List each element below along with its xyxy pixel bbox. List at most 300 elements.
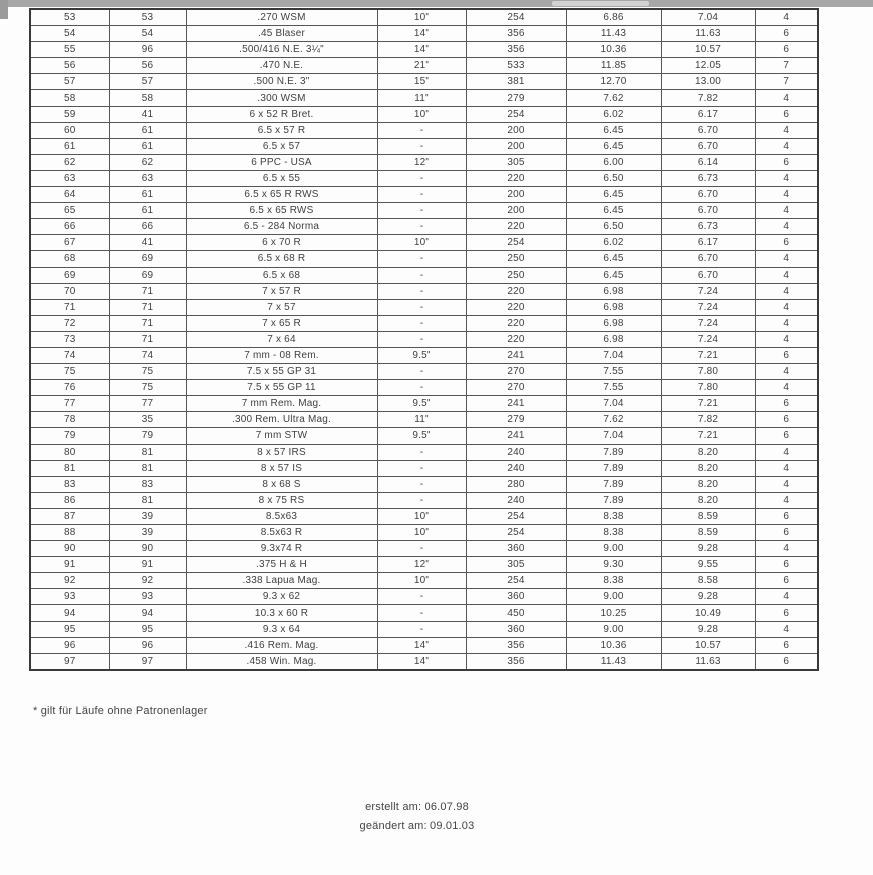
col-caliber: .470 N.E. [186, 58, 377, 74]
col-twist: - [377, 605, 466, 621]
col-ref-number: 74 [109, 347, 186, 363]
table-row [30, 380, 818, 396]
col-groove-count: 4 [755, 170, 818, 186]
col-field-diameter: 6.45 [566, 187, 661, 203]
col-value-mm: 254 [466, 508, 566, 524]
col-caliber: 7 mm STW [186, 428, 377, 444]
table-row [30, 138, 818, 154]
col-value-mm: 200 [466, 122, 566, 138]
col-field-diameter: 6.02 [566, 106, 661, 122]
col-caliber: 6.5 x 55 [186, 170, 377, 186]
col-groove-count: 4 [755, 460, 818, 476]
col-value-mm: 360 [466, 541, 566, 557]
viewer-top-strip [0, 0, 873, 7]
col-ref-number: 57 [109, 74, 186, 90]
col-caliber: .375 H & H [186, 557, 377, 573]
table-row [30, 299, 818, 315]
col-twist: 15" [377, 74, 466, 90]
col-value-mm: 305 [466, 154, 566, 170]
col-field-diameter: 6.02 [566, 235, 661, 251]
col-ref-number: 41 [109, 106, 186, 122]
col-groove-count: 6 [755, 428, 818, 444]
col-groove-count: 4 [755, 203, 818, 219]
col-groove-diameter: 6.70 [661, 203, 755, 219]
col-groove-diameter: 9.28 [661, 589, 755, 605]
col-groove-diameter: 6.17 [661, 106, 755, 122]
col-index: 97 [30, 653, 109, 670]
col-caliber: .338 Lapua Mag. [186, 573, 377, 589]
col-groove-count: 4 [755, 364, 818, 380]
col-twist: - [377, 122, 466, 138]
col-field-diameter: 10.36 [566, 42, 661, 58]
col-caliber: 8 x 57 IRS [186, 444, 377, 460]
col-caliber: 6.5 x 65 RWS [186, 203, 377, 219]
table-row [30, 267, 818, 283]
col-caliber: 6.5 x 65 R RWS [186, 187, 377, 203]
col-field-diameter: 11.43 [566, 26, 661, 42]
caliber-table-body [30, 9, 818, 670]
col-value-mm: 254 [466, 235, 566, 251]
table-row [30, 74, 818, 90]
col-groove-count: 6 [755, 557, 818, 573]
col-field-diameter: 7.04 [566, 428, 661, 444]
col-twist: - [377, 283, 466, 299]
col-index: 81 [30, 460, 109, 476]
col-groove-count: 6 [755, 396, 818, 412]
col-field-diameter: 8.38 [566, 508, 661, 524]
col-field-diameter: 9.30 [566, 557, 661, 573]
col-index: 62 [30, 154, 109, 170]
col-value-mm: 381 [466, 74, 566, 90]
table-row [30, 26, 818, 42]
col-twist: - [377, 170, 466, 186]
modified-date: geändert am: 09.01.03 [359, 820, 475, 832]
col-caliber: 7 x 64 [186, 331, 377, 347]
col-ref-number: 69 [109, 267, 186, 283]
col-index: 65 [30, 203, 109, 219]
col-caliber: 8.5x63 [186, 508, 377, 524]
col-field-diameter: 6.45 [566, 267, 661, 283]
col-ref-number: 79 [109, 428, 186, 444]
col-groove-count: 4 [755, 187, 818, 203]
col-ref-number: 81 [109, 460, 186, 476]
col-index: 63 [30, 170, 109, 186]
table-row [30, 187, 818, 203]
col-value-mm: 220 [466, 299, 566, 315]
table-row [30, 557, 818, 573]
col-ref-number: 39 [109, 525, 186, 541]
col-groove-count: 4 [755, 9, 818, 26]
table-row [30, 605, 818, 621]
col-index: 75 [30, 364, 109, 380]
table-row [30, 347, 818, 363]
col-ref-number: 71 [109, 283, 186, 299]
col-caliber: 6.5 - 284 Norma [186, 219, 377, 235]
table-row [30, 315, 818, 331]
table-row [30, 235, 818, 251]
col-groove-count: 4 [755, 267, 818, 283]
table-row [30, 589, 818, 605]
col-field-diameter: 6.98 [566, 283, 661, 299]
col-groove-diameter: 11.63 [661, 26, 755, 42]
col-groove-count: 4 [755, 315, 818, 331]
col-index: 72 [30, 315, 109, 331]
col-groove-count: 6 [755, 653, 818, 670]
col-value-mm: 280 [466, 476, 566, 492]
col-twist: 14" [377, 26, 466, 42]
col-groove-count: 4 [755, 492, 818, 508]
col-caliber: 7 mm - 08 Rem. [186, 347, 377, 363]
col-caliber: 8 x 68 S [186, 476, 377, 492]
col-ref-number: 96 [109, 42, 186, 58]
table-row [30, 412, 818, 428]
col-index: 94 [30, 605, 109, 621]
table-row [30, 476, 818, 492]
col-field-diameter: 7.62 [566, 90, 661, 106]
col-groove-diameter: 7.21 [661, 347, 755, 363]
col-groove-count: 4 [755, 251, 818, 267]
col-index: 58 [30, 90, 109, 106]
col-ref-number: 93 [109, 589, 186, 605]
col-index: 69 [30, 267, 109, 283]
meta-block [287, 798, 547, 836]
col-groove-count: 4 [755, 621, 818, 637]
col-groove-diameter: 8.20 [661, 476, 755, 492]
col-twist: - [377, 364, 466, 380]
col-index: 67 [30, 235, 109, 251]
col-index: 93 [30, 589, 109, 605]
col-twist: 11" [377, 412, 466, 428]
col-groove-diameter: 7.04 [661, 9, 755, 26]
col-index: 66 [30, 219, 109, 235]
table-row [30, 331, 818, 347]
col-field-diameter: 10.36 [566, 637, 661, 653]
col-groove-count: 6 [755, 235, 818, 251]
col-groove-count: 4 [755, 541, 818, 557]
col-field-diameter: 9.00 [566, 541, 661, 557]
col-twist: 14" [377, 42, 466, 58]
col-groove-count: 4 [755, 380, 818, 396]
col-field-diameter: 11.85 [566, 58, 661, 74]
col-index: 54 [30, 26, 109, 42]
col-groove-count: 6 [755, 573, 818, 589]
col-field-diameter: 6.45 [566, 203, 661, 219]
col-field-diameter: 10.25 [566, 605, 661, 621]
col-groove-diameter: 7.21 [661, 428, 755, 444]
table-row [30, 203, 818, 219]
table-row [30, 525, 818, 541]
col-twist: - [377, 299, 466, 315]
col-twist: - [377, 621, 466, 637]
col-value-mm: 254 [466, 525, 566, 541]
table-row [30, 573, 818, 589]
col-twist: - [377, 460, 466, 476]
col-caliber: 7 x 57 [186, 299, 377, 315]
col-ref-number: 71 [109, 315, 186, 331]
col-caliber: 9.3 x 62 [186, 589, 377, 605]
col-ref-number: 35 [109, 412, 186, 428]
col-groove-count: 6 [755, 525, 818, 541]
col-value-mm: 279 [466, 90, 566, 106]
col-ref-number: 94 [109, 605, 186, 621]
col-groove-count: 4 [755, 283, 818, 299]
col-index: 76 [30, 380, 109, 396]
col-groove-diameter: 8.59 [661, 525, 755, 541]
col-groove-count: 4 [755, 122, 818, 138]
table-row [30, 428, 818, 444]
col-groove-count: 4 [755, 138, 818, 154]
col-field-diameter: 7.89 [566, 460, 661, 476]
col-twist: 10" [377, 508, 466, 524]
col-caliber: 6.5 x 57 R [186, 122, 377, 138]
col-caliber: 6 x 52 R Bret. [186, 106, 377, 122]
col-field-diameter: 8.38 [566, 573, 661, 589]
table-row [30, 492, 818, 508]
col-value-mm: 240 [466, 460, 566, 476]
col-groove-count: 6 [755, 508, 818, 524]
col-value-mm: 270 [466, 364, 566, 380]
col-ref-number: 63 [109, 170, 186, 186]
col-value-mm: 356 [466, 637, 566, 653]
col-ref-number: 41 [109, 235, 186, 251]
col-groove-diameter: 9.28 [661, 541, 755, 557]
col-value-mm: 250 [466, 267, 566, 283]
col-caliber: 9.3x74 R [186, 541, 377, 557]
col-index: 78 [30, 412, 109, 428]
col-value-mm: 254 [466, 106, 566, 122]
col-groove-diameter: 7.21 [661, 396, 755, 412]
col-value-mm: 250 [466, 251, 566, 267]
col-caliber: .500/416 N.E. 3¼" [186, 42, 377, 58]
col-index: 61 [30, 138, 109, 154]
col-caliber: 7.5 x 55 GP 31 [186, 364, 377, 380]
col-caliber: 6.5 x 68 R [186, 251, 377, 267]
col-groove-diameter: 8.59 [661, 508, 755, 524]
col-value-mm: 200 [466, 203, 566, 219]
col-value-mm: 220 [466, 283, 566, 299]
col-field-diameter: 6.45 [566, 138, 661, 154]
col-groove-count: 6 [755, 42, 818, 58]
col-groove-count: 6 [755, 637, 818, 653]
col-field-diameter: 6.98 [566, 299, 661, 315]
created-date: erstellt am: 06.07.98 [365, 801, 469, 813]
col-twist: - [377, 315, 466, 331]
col-ref-number: 97 [109, 653, 186, 670]
col-value-mm: 220 [466, 170, 566, 186]
col-groove-diameter: 8.58 [661, 573, 755, 589]
scrollbar-thumb[interactable] [552, 1, 649, 6]
col-value-mm: 240 [466, 492, 566, 508]
col-index: 88 [30, 525, 109, 541]
col-ref-number: 92 [109, 573, 186, 589]
col-value-mm: 220 [466, 219, 566, 235]
col-groove-count: 7 [755, 74, 818, 90]
col-groove-diameter: 10.49 [661, 605, 755, 621]
col-ref-number: 69 [109, 251, 186, 267]
table-row [30, 154, 818, 170]
col-ref-number: 95 [109, 621, 186, 637]
col-ref-number: 83 [109, 476, 186, 492]
col-groove-diameter: 11.63 [661, 653, 755, 670]
col-ref-number: 61 [109, 138, 186, 154]
col-caliber: 7 x 57 R [186, 283, 377, 299]
col-field-diameter: 12.70 [566, 74, 661, 90]
col-twist: - [377, 138, 466, 154]
col-ref-number: 91 [109, 557, 186, 573]
viewer-corner-block [0, 0, 8, 19]
col-caliber: .270 WSM [186, 9, 377, 26]
col-groove-diameter: 8.20 [661, 460, 755, 476]
col-twist: - [377, 267, 466, 283]
table-row [30, 508, 818, 524]
table-row [30, 219, 818, 235]
table-row [30, 251, 818, 267]
col-caliber: 6 PPC - USA [186, 154, 377, 170]
col-index: 95 [30, 621, 109, 637]
table-row [30, 653, 818, 670]
col-field-diameter: 6.45 [566, 251, 661, 267]
col-value-mm: 360 [466, 621, 566, 637]
col-value-mm: 254 [466, 9, 566, 26]
col-field-diameter: 6.98 [566, 315, 661, 331]
col-field-diameter: 7.04 [566, 347, 661, 363]
col-groove-count: 4 [755, 90, 818, 106]
table-row [30, 460, 818, 476]
table-row [30, 283, 818, 299]
col-ref-number: 81 [109, 444, 186, 460]
col-groove-diameter: 6.70 [661, 267, 755, 283]
col-value-mm: 360 [466, 589, 566, 605]
col-index: 53 [30, 9, 109, 26]
col-groove-diameter: 7.82 [661, 90, 755, 106]
col-index: 83 [30, 476, 109, 492]
col-groove-count: 4 [755, 444, 818, 460]
col-index: 96 [30, 637, 109, 653]
col-index: 91 [30, 557, 109, 573]
table-row [30, 541, 818, 557]
col-index: 74 [30, 347, 109, 363]
col-twist: - [377, 476, 466, 492]
col-ref-number: 75 [109, 380, 186, 396]
col-caliber: 7 mm Rem. Mag. [186, 396, 377, 412]
col-index: 56 [30, 58, 109, 74]
table-row [30, 106, 818, 122]
col-caliber: 9.3 x 64 [186, 621, 377, 637]
col-value-mm: 200 [466, 187, 566, 203]
col-ref-number: 81 [109, 492, 186, 508]
col-twist: - [377, 219, 466, 235]
caliber-table [29, 8, 819, 671]
col-index: 87 [30, 508, 109, 524]
col-index: 64 [30, 187, 109, 203]
col-twist: 10" [377, 525, 466, 541]
col-twist: 14" [377, 653, 466, 670]
col-caliber: 6.5 x 57 [186, 138, 377, 154]
col-ref-number: 61 [109, 187, 186, 203]
col-field-diameter: 7.89 [566, 476, 661, 492]
col-value-mm: 305 [466, 557, 566, 573]
col-caliber: 6.5 x 68 [186, 267, 377, 283]
col-twist: 11" [377, 90, 466, 106]
col-twist: 10" [377, 573, 466, 589]
col-twist: 12" [377, 154, 466, 170]
table-row [30, 364, 818, 380]
col-groove-diameter: 7.24 [661, 299, 755, 315]
col-groove-diameter: 8.20 [661, 492, 755, 508]
col-value-mm: 533 [466, 58, 566, 74]
col-groove-count: 4 [755, 331, 818, 347]
col-caliber: 10.3 x 60 R [186, 605, 377, 621]
col-index: 60 [30, 122, 109, 138]
col-field-diameter: 9.00 [566, 589, 661, 605]
col-ref-number: 96 [109, 637, 186, 653]
col-ref-number: 66 [109, 219, 186, 235]
col-ref-number: 39 [109, 508, 186, 524]
col-groove-diameter: 6.14 [661, 154, 755, 170]
col-value-mm: 241 [466, 428, 566, 444]
col-field-diameter: 7.89 [566, 444, 661, 460]
col-ref-number: 75 [109, 364, 186, 380]
col-value-mm: 220 [466, 315, 566, 331]
col-groove-diameter: 6.70 [661, 251, 755, 267]
col-twist: 10" [377, 9, 466, 26]
col-groove-count: 6 [755, 347, 818, 363]
col-groove-diameter: 6.70 [661, 187, 755, 203]
col-index: 71 [30, 299, 109, 315]
col-twist: - [377, 492, 466, 508]
col-index: 73 [30, 331, 109, 347]
col-groove-count: 4 [755, 476, 818, 492]
col-index: 59 [30, 106, 109, 122]
table-row [30, 396, 818, 412]
col-index: 70 [30, 283, 109, 299]
col-groove-count: 6 [755, 605, 818, 621]
col-ref-number: 62 [109, 154, 186, 170]
col-index: 77 [30, 396, 109, 412]
table-row [30, 90, 818, 106]
col-field-diameter: 6.86 [566, 9, 661, 26]
col-groove-count: 6 [755, 106, 818, 122]
col-caliber: 8 x 57 IS [186, 460, 377, 476]
col-groove-diameter: 7.24 [661, 283, 755, 299]
col-caliber: .300 Rem. Ultra Mag. [186, 412, 377, 428]
col-groove-count: 6 [755, 26, 818, 42]
col-ref-number: 58 [109, 90, 186, 106]
col-caliber: 7 x 65 R [186, 315, 377, 331]
col-twist: 9.5" [377, 396, 466, 412]
col-field-diameter: 8.38 [566, 525, 661, 541]
col-caliber: 8.5x63 R [186, 525, 377, 541]
col-groove-count: 6 [755, 154, 818, 170]
col-ref-number: 61 [109, 122, 186, 138]
col-value-mm: 241 [466, 347, 566, 363]
col-groove-diameter: 6.17 [661, 235, 755, 251]
table-row [30, 621, 818, 637]
col-caliber: .500 N.E. 3" [186, 74, 377, 90]
col-value-mm: 200 [466, 138, 566, 154]
col-caliber: .458 Win. Mag. [186, 653, 377, 670]
col-index: 79 [30, 428, 109, 444]
col-groove-diameter: 8.20 [661, 444, 755, 460]
col-ref-number: 61 [109, 203, 186, 219]
col-groove-count: 4 [755, 589, 818, 605]
col-groove-diameter: 7.80 [661, 364, 755, 380]
footnote: * gilt für Läufe ohne Patronenlager [33, 705, 208, 717]
col-value-mm: 254 [466, 573, 566, 589]
table-row [30, 122, 818, 138]
col-value-mm: 450 [466, 605, 566, 621]
col-twist: - [377, 187, 466, 203]
